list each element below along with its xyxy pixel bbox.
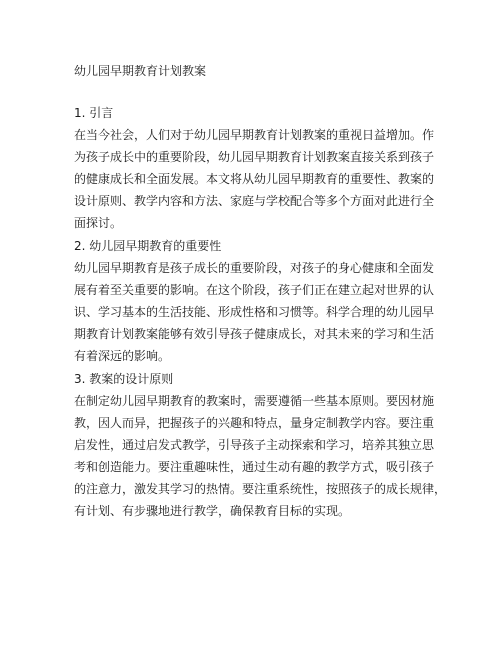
paragraph-line: 启发性，通过启发式教学，引导孩子主动探索和学习，培养其独立思: [74, 438, 435, 452]
section-design-principles: [74, 371, 447, 519]
paragraph-line: 展有着至关重要的影响。在这个阶段，孩子们正在建立起对世界的认: [74, 283, 435, 297]
paragraph-line: 的健康成长和全面发展。本文将从幼儿园早期教育的重要性、教案的: [74, 172, 435, 186]
document-title: 幼儿园早期教育计划教案: [74, 64, 207, 78]
paragraph-line: 的注意力，激发其学习的热情。要注重系统性，按照孩子的成长规律，: [74, 482, 447, 496]
paragraph-line: 在当今社会，人们对于幼儿园早期教育计划教案的重视日益增加。作: [74, 128, 435, 142]
section-heading: 1. 引言: [74, 106, 114, 120]
section-introduction: [74, 105, 434, 231]
paragraph-line: 有计划、有步骤地进行教学，确保教育目标的实现。: [74, 504, 351, 518]
paragraph-line: 考和创造能力。要注重趣味性，通过生动有趣的教学方式，吸引孩子: [74, 460, 435, 474]
paragraph-line: 有着深远的影响。: [74, 349, 171, 363]
paragraph-line: 在制定幼儿园早期教育的教案时，需要遵循一些基本原则。要因材施: [74, 394, 435, 408]
paragraph-line: 设计原则、教学内容和方法、家庭与学校配合等多个方面对此进行全: [74, 194, 435, 208]
paragraph-line: 面探讨。: [74, 216, 123, 230]
section-heading: 2. 幼儿园早期教育的重要性: [74, 239, 222, 253]
paragraph-line: 为孩子成长中的重要阶段，幼儿园早期教育计划教案直接关系到孩子: [74, 150, 435, 164]
paragraph-line: 识、学习基本的生活技能、形成性格和习惯等。科学合理的幼儿园早: [74, 305, 435, 319]
paragraph-line: 期教育计划教案能够有效引导孩子健康成长，对其未来的学习和生活: [74, 327, 435, 341]
paragraph-line: 教，因人而异，把握孩子的兴趣和特点，量身定制教学内容。要注重: [74, 416, 435, 430]
section-heading: 3. 教案的设计原则: [74, 372, 174, 386]
section-importance: [74, 238, 434, 364]
paragraph-line: 幼儿园早期教育是孩子成长的重要阶段，对孩子的身心健康和全面发: [74, 261, 435, 275]
